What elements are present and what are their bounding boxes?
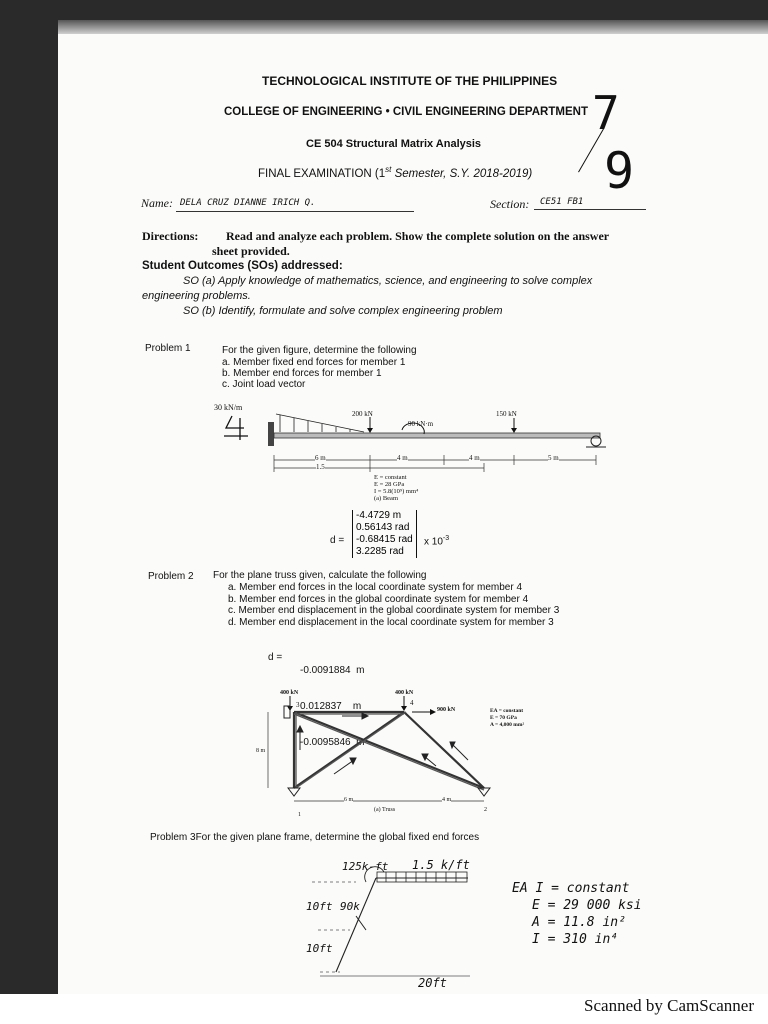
section-label: Section: (490, 197, 530, 211)
truss-node-1: 1 (298, 812, 301, 818)
problem1-item-c: c. Joint load vector (222, 379, 306, 390)
score-denominator: 9 (604, 142, 635, 200)
section-value: CE51 FB1 (540, 197, 584, 207)
p2-d-1: 0.012837 m (300, 701, 362, 712)
college-title: COLLEGE OF ENGINEERING • CIVIL ENGINEERING DEPARTMENT (224, 106, 588, 118)
frame-dist-load-label: 1.5 k/ft (412, 858, 470, 872)
problem1-item-a: a. Member fixed end forces for member 1 (222, 357, 406, 368)
d-scale-exp: -3 (442, 535, 450, 542)
truss-node-2: 2 (484, 807, 487, 813)
p1-d-0: -4.4729 m (356, 510, 402, 521)
problem2-label: Problem 2 (148, 571, 194, 582)
truss-load-2-label: 400 kN (395, 690, 414, 696)
truss-caption: (a) Truss (374, 807, 396, 813)
beam-dim-3: 4 m (469, 454, 480, 462)
frame-note-i: I = 310 in⁴ (532, 932, 619, 947)
p1-d-1: 0.56143 rad (356, 522, 410, 533)
p1-d-3: 3.2285 rad (356, 546, 404, 557)
score-numerator: 7 (592, 86, 620, 140)
problem2-item-b: b. Member end forces in the global coordinate system for member 4 (228, 594, 529, 605)
frame-note-ea: EA I = constant (512, 881, 630, 896)
truss-load-1-label: 400 kN (280, 690, 299, 696)
beam-dim-5: 1.5 (316, 463, 325, 471)
so-b-line: SO (b) Identify, formulate and solve complex engineering problem (183, 305, 503, 317)
beam-note-e-value: E = 28 GPa (374, 481, 405, 488)
problem2-item-c: c. Member end displacement in the global coordinate system for member 3 (228, 605, 560, 616)
p2-d-2: -0.0095846 m (300, 737, 365, 748)
problem2-item-a: a. Member end forces in the local coordinate system for member 4 (228, 582, 523, 593)
outcomes-title: Student Outcomes (SOs) addressed: (142, 260, 343, 272)
problem1-item-b: b. Member end forces for member 1 (222, 368, 382, 379)
truss-note-ea: EA = constant (490, 708, 524, 714)
frame-dim-lines (312, 882, 356, 972)
beam-dim-4: 5 m (548, 454, 559, 462)
so-a-line-2: engineering problems. (142, 290, 251, 302)
truss-dim-w2: 4 m (442, 797, 452, 803)
problem1-intro: For the given figure, determine the following (222, 345, 417, 356)
problem2-d-label: d = (268, 652, 283, 663)
p1-d-2: -0.68415 rad (356, 534, 413, 545)
truss-note-e: E = 70 GPa (490, 715, 517, 721)
frame-dim-w: 20ft (418, 976, 447, 990)
truss-node-3: 3 (296, 701, 300, 709)
name-value: DELA CRUZ DIANNE IRICH Q. (180, 198, 316, 208)
frame-members (336, 878, 468, 972)
beam-note-i: I = 5.8(10⁹) mm⁴ (374, 488, 419, 495)
directions-text: Read and analyze each problem. Show the complete solution on the answer (226, 229, 610, 243)
so-a-line-1: SO (a) Apply knowledge of mathematics, science, and engineering to solve complex (183, 275, 593, 287)
exam-title-prefix: FINAL EXAMINATION (1 (258, 167, 386, 180)
truss-dim-w1: 6 m (344, 797, 354, 803)
exam-title-suffix: Semester, S.Y. 2018-2019) (391, 167, 533, 180)
truss-dim-h: 8 m (256, 748, 266, 754)
truss-load-3-label: 900 kN (437, 707, 456, 713)
frame-point-load (356, 916, 366, 930)
problem2-intro: For the plane truss given, calculate the following (213, 570, 427, 581)
beam-note-e: E = constant (374, 474, 407, 481)
beam-load-150: 150 kN (496, 410, 517, 418)
frame-point-load-label: 90k (340, 900, 360, 913)
frame-moment-label: 125k-ft (342, 860, 389, 873)
beam-dist-load-label: 30 kN/m (214, 403, 243, 412)
directions-label: Directions: (142, 229, 199, 243)
problem1-d-label: d = (330, 535, 345, 546)
frame-dim-h1: 10ft (306, 900, 333, 913)
frame-dist-load-box (377, 872, 467, 882)
truss-node-4: 4 (410, 699, 414, 707)
camscanner-watermark: Scanned by CamScanner (584, 996, 754, 1015)
institution-title: TECHNOLOGICAL INSTITUTE OF THE PHILIPPINES (262, 74, 558, 88)
exam-title-sup: st (385, 165, 392, 174)
problem3-text: Problem 3For the given plane frame, determine the global fixed end forces (150, 832, 480, 843)
frame-dim-h2: 10ft (306, 942, 333, 955)
frame-note-a: A = 11.8 in² (532, 915, 626, 930)
frame-notes (512, 880, 642, 948)
d-scale-text: x 10 (424, 536, 443, 548)
name-label: Name: (141, 196, 173, 210)
frame-dist-load-arrows (386, 872, 456, 882)
directions-text-2: sheet provided. (212, 244, 290, 258)
p2-d-0: -0.0091884 m (300, 665, 365, 676)
beam-dim-2: 4 m (397, 454, 408, 462)
problem1-label: Problem 1 (145, 343, 191, 354)
beam-dim-1: 6 m (315, 454, 326, 462)
beam-load-200: 200 kN (352, 410, 373, 418)
course-title: CE 504 Structural Matrix Analysis (306, 138, 482, 150)
beam-caption: (a) Beam (374, 495, 399, 502)
truss-note-a: A = 4,000 mm² (490, 722, 525, 728)
problem2-item-d: d. Member end displacement in the local coordinate system for member 3 (228, 617, 554, 628)
beam-moment-label: 90 kN·m (408, 420, 434, 428)
frame-note-e: E = 29 000 ksi (532, 898, 642, 913)
